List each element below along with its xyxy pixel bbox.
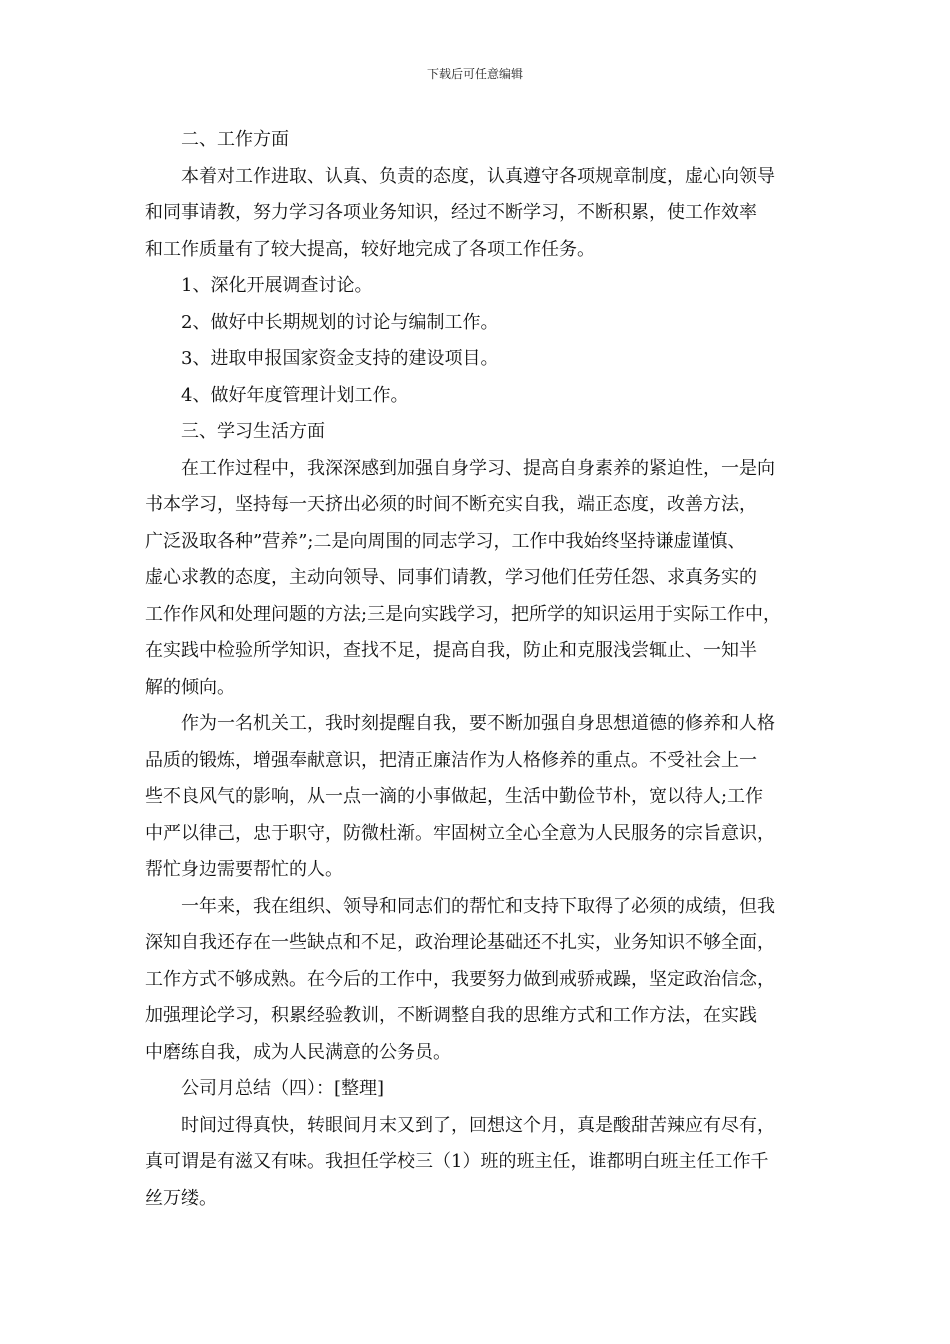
text-line: 解的倾向。 [145, 676, 235, 698]
text-line: 工作方式不够成熟。在今后的工作中，我要努力做到戒骄戒躁，坚定政治信念， [145, 968, 775, 990]
text-line: 4、做好年度管理计划工作。 [181, 384, 409, 406]
text-line: 在工作过程中，我深深感到加强自身学习、提高自身素养的紧迫性，一是向 [181, 457, 775, 479]
paragraph [145, 378, 807, 415]
text-line: 真可谓是有滋又有味。我担任学校三（1）班的班主任，谁都明白班主任工作千 [145, 1151, 769, 1172]
page-header: 下载后可任意编辑 [426, 67, 523, 81]
text-line: 三、学习生活方面 [181, 421, 325, 442]
text-line: 虚心求教的态度，主动向领导、同事们请教，学习他们任劳任怨、求真务实的 [145, 567, 757, 588]
paragraph [145, 305, 807, 342]
text-line: 2、做好中长期规划的讨论与编制工作。 [181, 311, 499, 333]
document-body [145, 122, 807, 1217]
paragraph [145, 889, 807, 1072]
paragraph [145, 1108, 807, 1218]
paragraph [145, 159, 807, 269]
text-line: 丝万缕。 [145, 1187, 217, 1209]
paragraph [145, 706, 807, 889]
text-line: 品质的锻炼，增强奉献意识，把清正廉洁作为人格修养的重点。不受社会上一 [145, 749, 757, 771]
text-line: 1、深化开展调查讨论。 [181, 275, 373, 296]
text-line: 书本学习，坚持每一天挤出必须的时间不断充实自我，端正态度，改善方法， [145, 494, 757, 515]
text-line: 二、工作方面 [181, 129, 289, 150]
text-line: 在实践中检验所学知识，查找不足，提高自我，防止和克服浅尝辄止、一知半 [145, 640, 757, 661]
text-line: 时间过得真快，转眼间月末又到了，回想这个月，真是酸甜苦辣应有尽有， [181, 1114, 775, 1136]
text-line: 工作作风和处理问题的方法;三是向实践学习，把所学的知识运用于实际工作中， [145, 603, 782, 625]
text-line: 加强理论学习，积累经验教训，不断调整自我的思维方式和工作方法，在实践 [145, 1005, 757, 1026]
paragraph [145, 414, 807, 451]
text-line: 一年来，我在组织、领导和同志们的帮忙和支持下取得了必须的成绩，但我 [181, 895, 775, 917]
text-line: 些不良风气的影响，从一点一滴的小事做起，生活中勤俭节朴，宽以待人;工作 [145, 786, 764, 807]
text-line: 和同事请教，努力学习各项业务知识，经过不断学习，不断积累，使工作效率 [145, 202, 757, 223]
paragraph [145, 451, 807, 707]
text-line: 中磨练自我，成为人民满意的公务员。 [145, 1041, 451, 1063]
text-line: 广泛汲取各种”营养”;二是向周围的同志学习，工作中我始终坚持谦虚谨慎、 [145, 530, 746, 552]
text-line: 公司月总结（四）：[整理] [181, 1078, 385, 1099]
text-line: 作为一名机关工，我时刻提醒自我，要不断加强自身思想道德的修养和人格 [181, 713, 775, 734]
text-line: 3、进取申报国家资金支持的建设项目。 [181, 348, 499, 369]
text-line: 本着对工作进取、认真、负责的态度，认真遵守各项规章制度，虚心向领导 [181, 165, 775, 187]
text-line: 深知自我还存在一些缺点和不足，政治理论基础还不扎实，业务知识不够全面， [145, 932, 775, 953]
text-line: 中严以律己，忠于职守，防微杜渐。牢固树立全心全意为人民服务的宗旨意识， [145, 822, 775, 844]
paragraph [145, 122, 807, 159]
paragraph [145, 341, 807, 378]
paragraph [145, 1071, 807, 1108]
paragraph [145, 268, 807, 305]
text-line: 和工作质量有了较大提高，较好地完成了各项工作任务。 [145, 238, 595, 260]
text-line: 帮忙身边需要帮忙的人。 [145, 859, 343, 880]
